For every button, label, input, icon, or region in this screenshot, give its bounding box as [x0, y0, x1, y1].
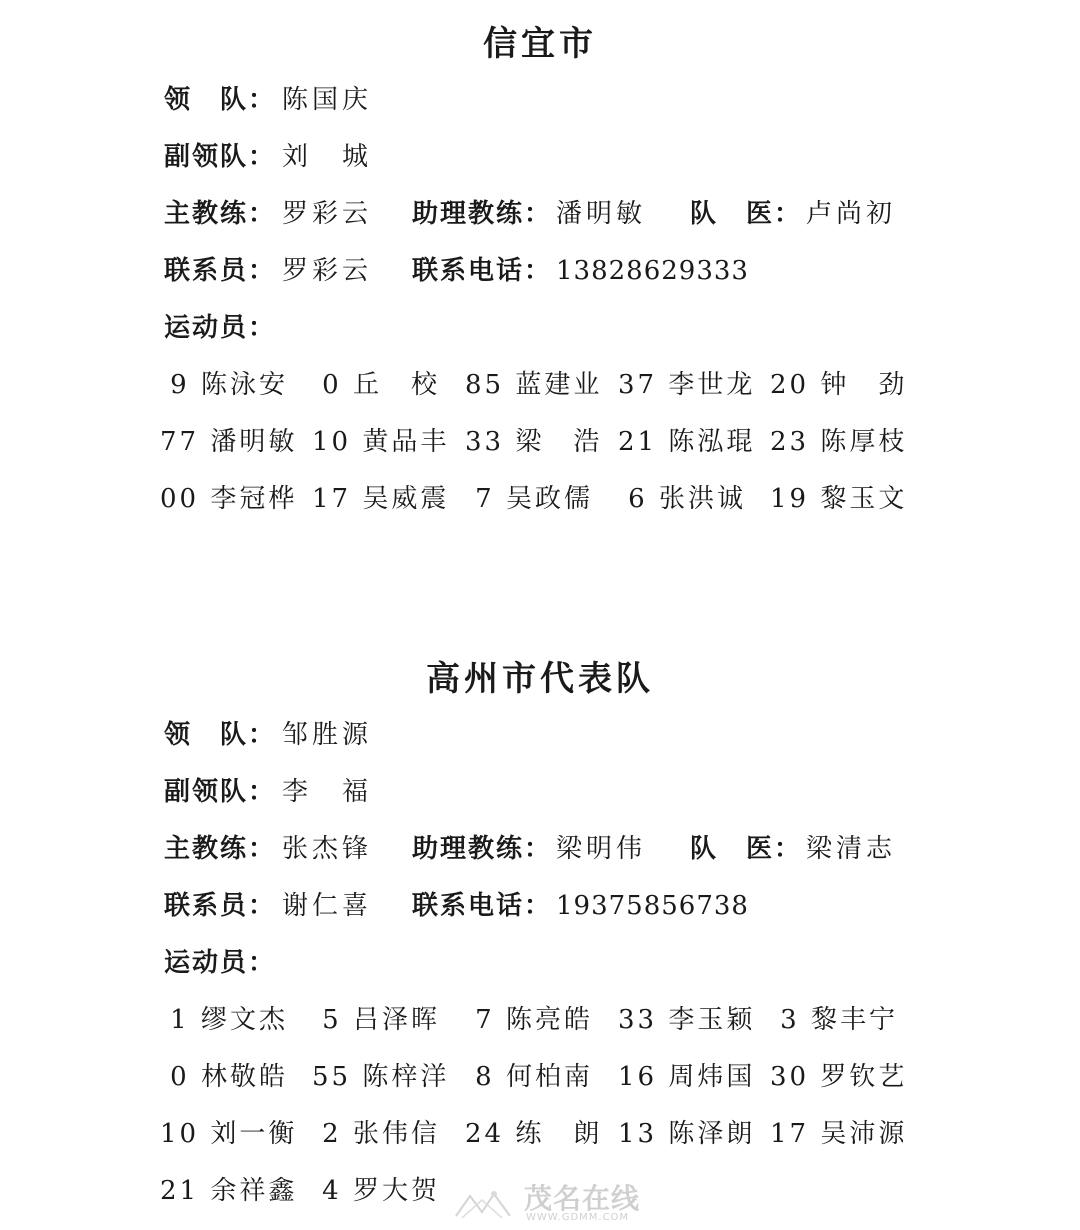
athlete-entry: [312, 1106, 440, 1163]
athlete-name: 吴威震: [362, 484, 450, 514]
deputy-leader-row: [0, 764, 1080, 821]
deputy-leader-value: 李 福: [282, 777, 373, 807]
athlete-name: 吕泽晖: [352, 1005, 440, 1035]
athlete-number: 6: [628, 484, 648, 514]
watermark-text: 茂名在线: [524, 1182, 641, 1215]
athlete-number: 16: [618, 1062, 658, 1092]
athlete-name: 梁 浩: [515, 427, 603, 457]
athlete-name: 何柏南: [505, 1062, 593, 1092]
athlete-entry: [312, 1163, 440, 1220]
athlete-name: 罗钦艺: [820, 1062, 908, 1092]
athlete-number: 0: [322, 370, 342, 400]
athlete-number: 30: [770, 1062, 810, 1092]
athlete-name: 黄品丰: [362, 427, 450, 457]
athlete-number: 10: [160, 1119, 200, 1149]
leader-row: [0, 707, 1080, 764]
athlete-name: 蓝建业: [515, 370, 603, 400]
athlete-number: 17: [312, 484, 352, 514]
athlete-row: [0, 471, 1080, 528]
athletes-label: 运动员：: [164, 313, 277, 343]
athlete-row: [0, 357, 1080, 414]
athlete-name: 黎玉文: [820, 484, 908, 514]
athlete-entry: [770, 1106, 908, 1163]
athlete-entry: [770, 992, 898, 1049]
athlete-entry: [160, 1106, 298, 1163]
athlete-name: 黎丰宁: [810, 1005, 898, 1035]
team-section-gaozhou: [0, 651, 1080, 1220]
athlete-row: [0, 1049, 1080, 1106]
athlete-entry: [770, 357, 908, 414]
athlete-number: 1: [170, 1005, 190, 1035]
head-coach-value: 罗彩云: [282, 199, 373, 229]
athlete-name: 林敬皓: [200, 1062, 288, 1092]
athlete-entry: [312, 414, 450, 471]
athletes-header-row: [0, 300, 1080, 357]
athlete-entry: [160, 357, 288, 414]
athlete-entry: [465, 471, 593, 528]
athlete-entry: [618, 414, 756, 471]
athlete-name: 练 朗: [515, 1119, 603, 1149]
athlete-row: [0, 414, 1080, 471]
athlete-number: 33: [618, 1005, 658, 1035]
doctor-label: 队 医：: [690, 199, 803, 229]
deputy-leader-label: 副领队：: [164, 142, 277, 172]
athlete-entry: [770, 471, 908, 528]
doctor-value: 梁清志: [806, 834, 897, 864]
contact-row: [0, 878, 1080, 935]
doctor-label: 队 医：: [690, 834, 803, 864]
contact-row: [0, 243, 1080, 300]
athlete-entry: [160, 992, 288, 1049]
athlete-number: 10: [312, 427, 352, 457]
team-section-xinyi: [0, 16, 1080, 528]
athlete-number: 77: [160, 427, 200, 457]
leader-row: [0, 72, 1080, 129]
athlete-entry: [160, 414, 298, 471]
athlete-number: 7: [475, 484, 495, 514]
leader-label: 领 队：: [164, 85, 277, 115]
athletes-header-row: [0, 935, 1080, 992]
athlete-number: 24: [465, 1119, 505, 1149]
team-title: 信宜市: [483, 24, 597, 64]
athlete-number: 0: [170, 1062, 190, 1092]
athlete-entry: [160, 1163, 298, 1220]
athlete-name: 陈泓琨: [668, 427, 756, 457]
athlete-number: 23: [770, 427, 810, 457]
athlete-number: 33: [465, 427, 505, 457]
athlete-number: 13: [618, 1119, 658, 1149]
athlete-row: [0, 1106, 1080, 1163]
athlete-number: 21: [618, 427, 658, 457]
head-coach-label: 主教练：: [164, 199, 277, 229]
athlete-name: 张伟信: [352, 1119, 440, 1149]
watermark: [452, 1184, 652, 1226]
athlete-number: 19: [770, 484, 810, 514]
athlete-number: 7: [475, 1005, 495, 1035]
athlete-number: 2: [322, 1119, 342, 1149]
athlete-entry: [160, 471, 298, 528]
coaching-staff-row: [0, 821, 1080, 878]
athlete-entry: [465, 357, 603, 414]
athlete-number: 8: [475, 1062, 495, 1092]
leader-value: 邹胜源: [282, 720, 373, 750]
deputy-leader-value: 刘 城: [282, 142, 373, 172]
assistant-coach-label: 助理教练：: [412, 199, 553, 229]
athlete-name: 余祥鑫: [210, 1176, 298, 1206]
deputy-leader-row: [0, 129, 1080, 186]
athlete-name: 李玉颖: [668, 1005, 756, 1035]
athlete-number: 3: [780, 1005, 800, 1035]
assistant-coach-value: 梁明伟: [556, 834, 647, 864]
athlete-entry: [312, 471, 450, 528]
watermark-logo-icon: [452, 1188, 516, 1222]
athlete-number: 85: [465, 370, 505, 400]
athlete-entry: [312, 357, 440, 414]
athlete-name: 陈泽朗: [668, 1119, 756, 1149]
athlete-number: 21: [160, 1176, 200, 1206]
athlete-name: 缪文杰: [200, 1005, 288, 1035]
assistant-coach-value: 潘明敏: [556, 199, 647, 229]
contact-value: 罗彩云: [282, 256, 373, 286]
athlete-entry: [770, 1049, 908, 1106]
athlete-entry: [312, 1049, 450, 1106]
athlete-entry: [312, 992, 440, 1049]
athlete-entry: [465, 992, 593, 1049]
athlete-name: 吴沛源: [820, 1119, 908, 1149]
athlete-number: 5: [322, 1005, 342, 1035]
athlete-number: 37: [618, 370, 658, 400]
athlete-name: 陈厚枝: [820, 427, 908, 457]
athlete-name: 潘明敏: [210, 427, 298, 457]
contact-value: 谢仁喜: [282, 891, 373, 921]
contact-label: 联系员：: [164, 256, 277, 286]
athlete-name: 刘一衡: [210, 1119, 298, 1149]
athlete-entry: [465, 1106, 603, 1163]
head-coach-value: 张杰锋: [282, 834, 373, 864]
athlete-name: 周炜国: [668, 1062, 756, 1092]
athlete-entry: [465, 1049, 593, 1106]
athlete-name: 罗大贺: [352, 1176, 440, 1206]
athlete-number: 55: [312, 1062, 352, 1092]
assistant-coach-label: 助理教练：: [412, 834, 553, 864]
athlete-name: 李世龙: [668, 370, 756, 400]
athlete-entry: [618, 1106, 756, 1163]
athletes-label: 运动员：: [164, 948, 277, 978]
phone-value: 13828629333: [556, 256, 749, 286]
athlete-entry: [465, 414, 603, 471]
athlete-name: 陈梓洋: [362, 1062, 450, 1092]
phone-value: 19375856738: [556, 891, 749, 921]
team-title: 高州市代表队: [426, 659, 654, 699]
head-coach-label: 主教练：: [164, 834, 277, 864]
athlete-name: 吴政儒: [505, 484, 593, 514]
coaching-staff-row: [0, 186, 1080, 243]
athlete-number: 20: [770, 370, 810, 400]
athlete-name: 陈泳安: [200, 370, 288, 400]
deputy-leader-label: 副领队：: [164, 777, 277, 807]
athlete-name: 丘 校: [352, 370, 440, 400]
athlete-number: 17: [770, 1119, 810, 1149]
athlete-entry: [618, 357, 756, 414]
athlete-number: 00: [160, 484, 200, 514]
athlete-name: 钟 劲: [820, 370, 908, 400]
athlete-number: 4: [322, 1176, 342, 1206]
leader-label: 领 队：: [164, 720, 277, 750]
athlete-entry: [160, 1049, 288, 1106]
contact-label: 联系员：: [164, 891, 277, 921]
watermark-url: WWW.GDMM.COM: [526, 1212, 630, 1223]
athlete-entry: [770, 414, 908, 471]
athlete-number: 9: [170, 370, 190, 400]
leader-value: 陈国庆: [282, 85, 373, 115]
phone-label: 联系电话：: [412, 256, 553, 286]
athlete-name: 张洪诚: [658, 484, 746, 514]
athlete-name: 李冠桦: [210, 484, 298, 514]
athlete-entry: [618, 992, 756, 1049]
athlete-name: 陈亮皓: [505, 1005, 593, 1035]
doctor-value: 卢尚初: [806, 199, 897, 229]
athlete-row: [0, 992, 1080, 1049]
athlete-entry: [618, 1049, 756, 1106]
phone-label: 联系电话：: [412, 891, 553, 921]
athlete-entry: [618, 471, 746, 528]
